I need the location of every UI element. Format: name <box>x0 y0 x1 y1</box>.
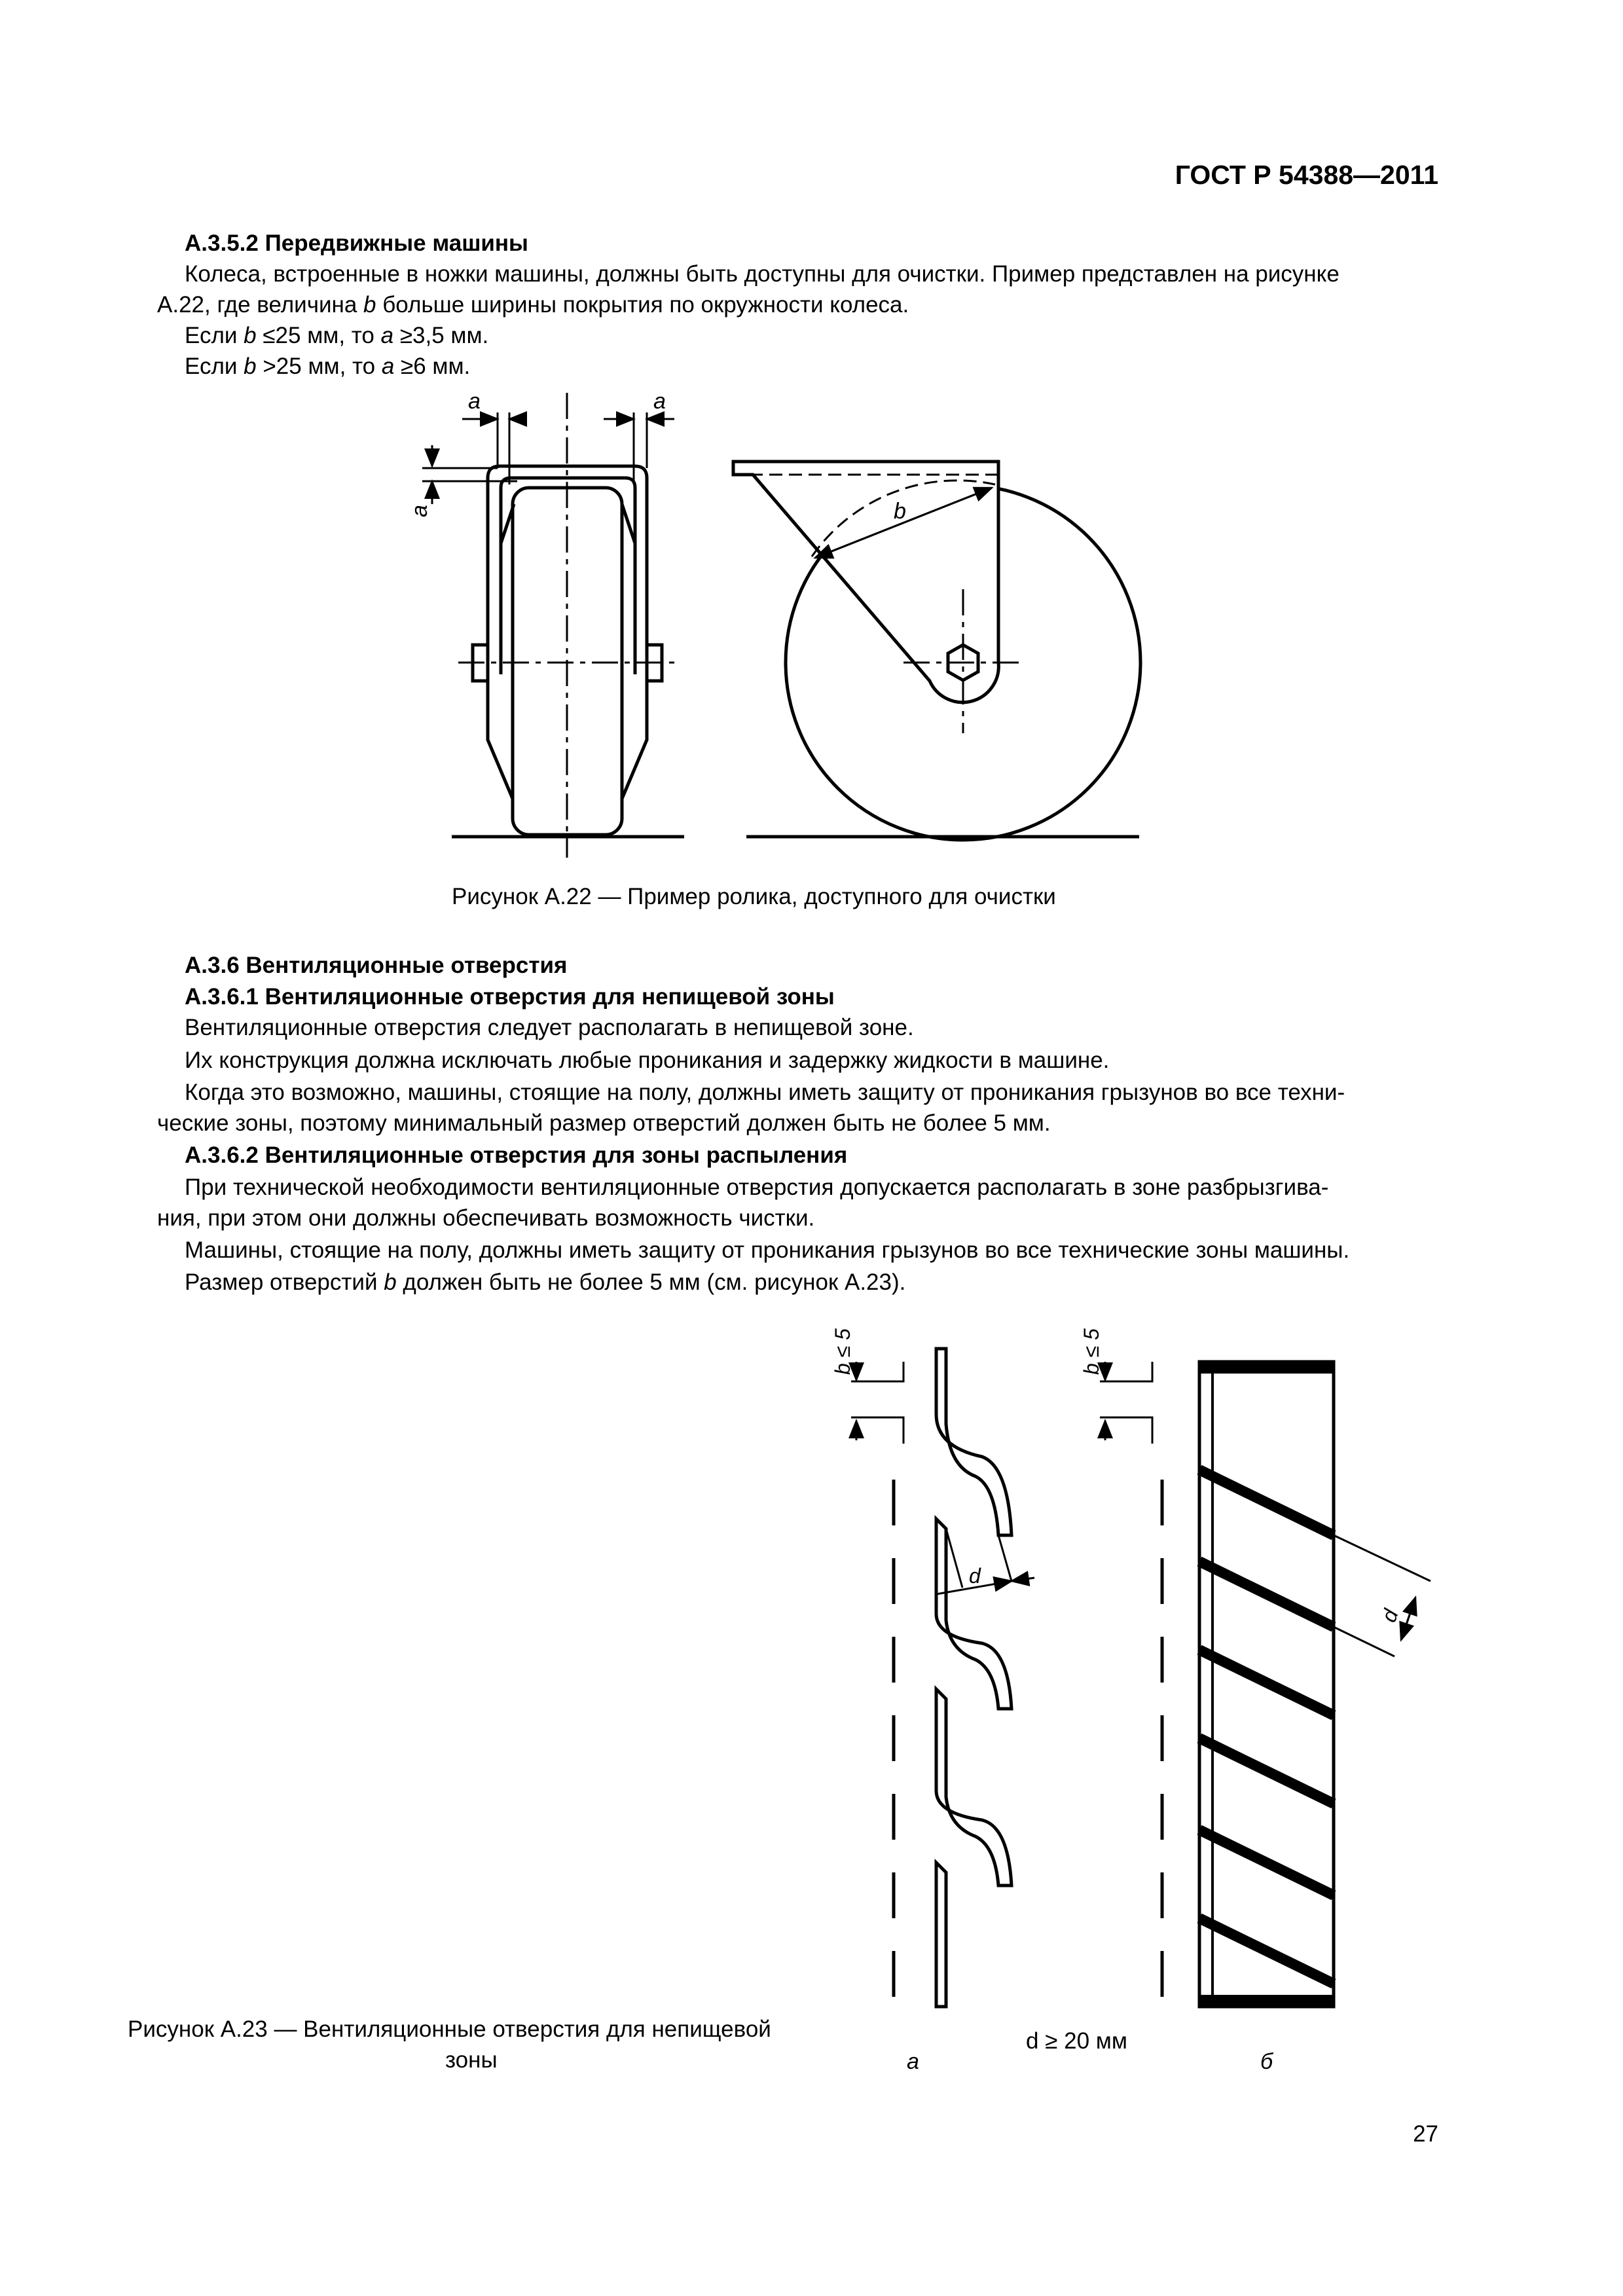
dim-a-top-right: a <box>653 389 666 414</box>
figure-a23-sub-a: а <box>907 2049 919 2074</box>
figure-a23-caption-line2: зоны <box>445 2047 498 2073</box>
paragraph-a361-1: Вентиляционные отверстия следует располагать в непищевой зоне. <box>185 1015 914 1040</box>
paragraph-a361-2: Их конструкция должна исключать любые проникания и задержку жидкости в машине. <box>185 1048 1110 1073</box>
vent-profile-a <box>851 1349 1034 2007</box>
page-number: 27 <box>1413 2121 1438 2147</box>
paragraph-a352-line2: А.22, где величина b больше ширины покрытия по окружности колеса. <box>157 292 909 318</box>
dim-b-le-5-b: b ≤ 5 <box>1080 1328 1103 1375</box>
dim-a-top-left: a <box>468 389 481 414</box>
figure-a22-caption: Рисунок А.22 — Пример ролика, доступного для очистки <box>452 884 1056 909</box>
dim-b-le-5-a: b ≤ 5 <box>831 1328 854 1375</box>
condition-2: Если b >25 мм, то a ≥6 мм. <box>185 354 471 379</box>
section-title-a361: А.3.6.1 Вентиляционные отверстия для непищевой зоны <box>185 984 835 1010</box>
dim-d-a: d <box>969 1564 981 1588</box>
condition-1: Если b ≤25 мм, то a ≥3,5 мм. <box>185 323 489 348</box>
standard-header: ГОСТ Р 54388—2011 <box>1175 160 1438 190</box>
vent-grille-b <box>1100 1362 1431 2007</box>
figure-a23-caption-line1: Рисунок А.23 — Вентиляционные отверстия для непищевой <box>128 2016 771 2042</box>
paragraph-a361-3-line2: ческие зоны, поэтому минимальный размер отверстий должен быть не более 5 мм. <box>157 1110 1051 1136</box>
paragraph-a361-3-line1: Когда это возможно, машины, стоящие на полу, должны иметь защиту от проникания грызунов во все техни- <box>185 1080 1345 1105</box>
dim-d-b: d <box>1376 1606 1403 1626</box>
dim-a-left: a <box>407 505 432 517</box>
section-title-a36: А.3.6 Вентиляционные отверстия <box>185 953 568 978</box>
figure-a23-sub-b: б <box>1260 2049 1273 2074</box>
section-title-a362: А.3.6.2 Вентиляционные отверстия для зоны распыления <box>185 1142 848 1168</box>
paragraph-a362-2: Машины, стоящие на полу, должны иметь защиту от проникания грызунов во все технические зоны машины. <box>185 1237 1350 1263</box>
section-title-a352: А.3.5.2 Передвижные машины <box>185 230 528 256</box>
dim-b: b <box>894 499 906 524</box>
figure-a23-d-condition: d ≥ 20 мм <box>1026 2028 1127 2054</box>
paragraph-a352-line1: Колеса, встроенные в ножки машины, должны быть доступны для очистки. Пример представлен на рисунке <box>185 261 1340 287</box>
paragraph-a362-1-line1: При технической необходимости вентиляционные отверстия допускается располагать в зоне разбрызгива- <box>185 1175 1329 1200</box>
paragraph-a362-1-line2: ния, при этом они должны обеспечивать возможность чистки. <box>157 1205 815 1231</box>
paragraph-a362-3: Размер отверстий b должен быть не более 5 мм (см. рисунок А.23). <box>185 1269 906 1295</box>
